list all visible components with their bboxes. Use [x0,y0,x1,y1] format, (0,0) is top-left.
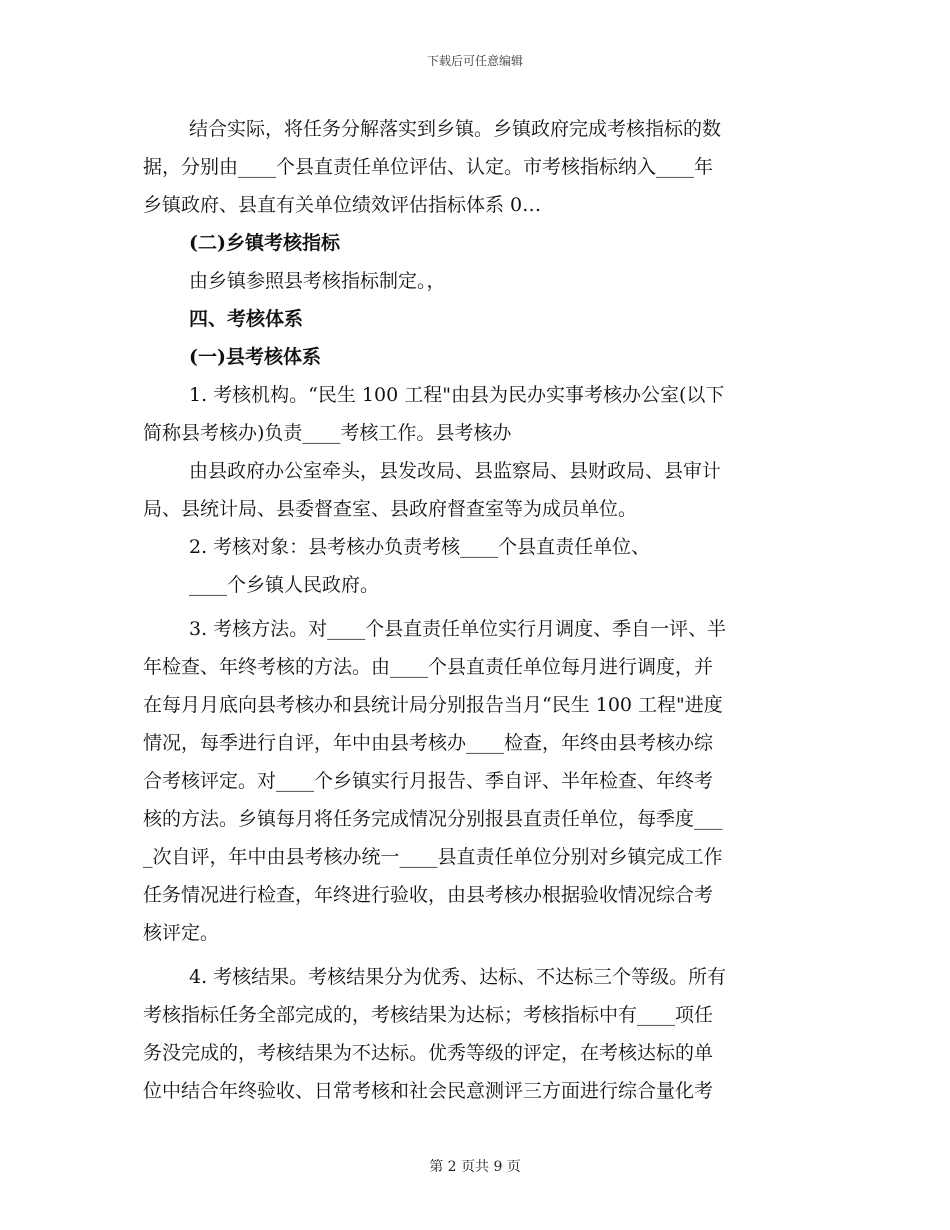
section-heading: 四、考核体系 [189,308,304,330]
body-line: 4. 考核结果。考核结果分为优秀、达标、不达标三个等级。所有 [189,966,727,988]
body-line: 位中结合年终验收、日常考核和社会民意测评三方面进行综合量化考 [143,1080,714,1102]
body-line: ____个乡镇人民政府。 [189,574,380,596]
body-line: 情况，每季进行自评，年中由县考核办____检查，年终由县考核办综 [143,732,714,754]
body-line: 局、县统计局、县委督查室、县政府督查室等为成员单位。 [143,498,638,520]
body-line: 核评定。 [143,922,220,944]
body-line: 结合实际，将任务分解落实到乡镇。乡镇政府完成考核指标的数 [189,118,722,140]
section-heading: (一)县考核体系 [189,346,321,368]
page-header: 下载后可任意编辑 [426,54,523,68]
body-line: 务没完成的，考核结果为不达标。优秀等级的评定，在考核达标的单 [143,1042,714,1064]
body-line: 由乡镇参照县考核指标制定。， [189,270,446,292]
body-line: 合考核评定。对____个乡镇实行月报告、季自评、半年检查、年终考 [143,770,714,792]
section-heading: (二)乡镇考核指标 [189,232,340,254]
body-line: 乡镇政府、县直有关单位绩效评估指标体系 0… [143,194,542,216]
body-line: 考核指标任务全部完成的，考核结果为达标；考核指标中有____项任 [143,1004,714,1026]
body-line: 年检查、年终考核的方法。由____个县直责任单位每月进行调度，并 [143,656,714,678]
body-line: 在每月月底向县考核办和县统计局分别报告当月“民生 100 工程"进度 [143,694,723,716]
body-line: _次自评，年中由县考核办统一____县直责任单位分别对乡镇完成工作 [143,846,723,868]
body-line: 据，分别由____个县直责任单位评估、认定。市考核指标纳入____年 [143,156,714,178]
body-line: 简称县考核办)负责____考核工作。县考核办 [143,422,512,444]
page-footer: 第 2 页共 9 页 [429,1159,521,1175]
body-line: 1. 考核机构。“民生 100 工程"由县为民办实事考核办公室(以下 [189,384,725,406]
document-body [143,110,807,1110]
body-line: 由县政府办公室牵头，县发改局、县监察局、县财政局、县审计 [189,460,722,482]
body-line: 3. 考核方法。对____个县直责任单位实行月调度、季自一评、半 [189,618,727,640]
body-line: 2. 考核对象：县考核办负责考核____个县直责任单位、 [189,536,651,558]
body-line: 任务情况进行检查，年终进行验收，由县考核办根据验收情况综合考 [143,884,714,906]
body-line: 核的方法。乡镇每月将任务完成情况分别报县直责任单位，每季度___ [143,808,723,830]
